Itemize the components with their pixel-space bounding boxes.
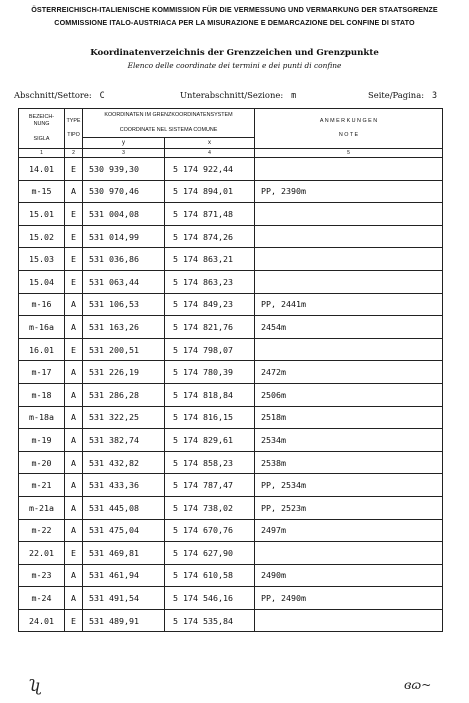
cell-sigla: 15.01	[19, 203, 65, 226]
cell-sigla: m-19	[19, 429, 65, 452]
cell-tipo: A	[65, 361, 83, 384]
cell-tipo: A	[65, 496, 83, 519]
cell-sigla: m-16a	[19, 316, 65, 339]
cell-note: 2497m	[255, 519, 443, 542]
cell-y: 531 014,99	[83, 225, 165, 248]
cell-tipo: E	[65, 609, 83, 632]
col-number-1: 1	[19, 149, 65, 158]
cell-tipo: A	[65, 474, 83, 497]
table-row	[19, 361, 443, 384]
cell-tipo: A	[65, 293, 83, 316]
abschnitt-label: Abschnitt/Settore:	[14, 90, 92, 100]
cell-note	[255, 338, 443, 361]
document-title-de: Koordinatenverzeichnis der Grenzzeichen und Grenzpunkte	[90, 48, 379, 58]
cell-y: 531 036,86	[83, 248, 165, 271]
cell-sigla: m-15	[19, 180, 65, 203]
cell-x: 5 174 863,21	[165, 248, 255, 271]
table-row	[19, 383, 443, 406]
cell-note: 2538m	[255, 451, 443, 474]
cell-y: 531 489,91	[83, 609, 165, 632]
cell-note	[255, 542, 443, 565]
cell-sigla: 14.01	[19, 158, 65, 181]
cell-y: 531 382,74	[83, 429, 165, 452]
cell-x: 5 174 874,26	[165, 225, 255, 248]
table-row	[19, 270, 443, 293]
cell-x: 5 174 818,84	[165, 383, 255, 406]
cell-sigla: m-20	[19, 451, 65, 474]
signature-left: ʯ	[28, 676, 41, 695]
cell-sigla: m-22	[19, 519, 65, 542]
cell-x: 5 174 849,23	[165, 293, 255, 316]
cell-tipo: E	[65, 270, 83, 293]
cell-note: PP, 2534m	[255, 474, 443, 497]
cell-y: 531 491,54	[83, 587, 165, 610]
cell-note	[255, 270, 443, 293]
table-row	[19, 203, 443, 226]
cell-note	[255, 248, 443, 271]
cell-x: 5 174 798,07	[165, 338, 255, 361]
cell-sigla: m-23	[19, 564, 65, 587]
cell-x: 5 174 894,01	[165, 180, 255, 203]
cell-x: 5 174 922,44	[165, 158, 255, 181]
cell-sigla: 16.01	[19, 338, 65, 361]
seite-field	[368, 90, 437, 100]
unterabschnitt-value: m	[291, 90, 297, 100]
cell-x: 5 174 787,47	[165, 474, 255, 497]
table-row	[19, 519, 443, 542]
cell-x: 5 174 816,15	[165, 406, 255, 429]
cell-y: 531 163,26	[83, 316, 165, 339]
unterabschnitt-label: Unterabschnitt/Sezione:	[180, 90, 284, 100]
cell-x: 5 174 627,90	[165, 542, 255, 565]
cell-note	[255, 158, 443, 181]
cell-sigla: m-18a	[19, 406, 65, 429]
cell-y: 531 461,94	[83, 564, 165, 587]
seite-value: 3	[432, 90, 438, 100]
col-header-sigla: BEZEICH- NUNG SIGLA	[19, 109, 65, 149]
cell-x: 5 174 738,02	[165, 496, 255, 519]
cell-y: 531 286,28	[83, 383, 165, 406]
col-header-y: y	[83, 138, 165, 149]
cell-sigla: 15.02	[19, 225, 65, 248]
unterabschnitt-field	[180, 90, 296, 100]
cell-tipo: E	[65, 338, 83, 361]
table-row	[19, 587, 443, 610]
cell-note: 2534m	[255, 429, 443, 452]
cell-note	[255, 609, 443, 632]
seite-label: Seite/Pagina:	[368, 90, 425, 100]
cell-sigla: 24.01	[19, 609, 65, 632]
cell-note: PP, 2490m	[255, 587, 443, 610]
cell-y: 531 226,19	[83, 361, 165, 384]
cell-x: 5 174 858,23	[165, 451, 255, 474]
cell-sigla: m-17	[19, 361, 65, 384]
col-number-5: 5	[255, 149, 443, 158]
cell-note: 2454m	[255, 316, 443, 339]
cell-sigla: m-21a	[19, 496, 65, 519]
cell-tipo: A	[65, 383, 83, 406]
commission-title-de: ÖSTERREICHISCH-ITALIENISCHE KOMMISSION FÜR DIE VERMESSUNG UND VERMARKUNG DER STAATSGRENZE	[31, 5, 438, 14]
table-row	[19, 316, 443, 339]
cell-note	[255, 225, 443, 248]
cell-y: 531 469,81	[83, 542, 165, 565]
cell-y: 530 939,30	[83, 158, 165, 181]
cell-note: 2490m	[255, 564, 443, 587]
cell-tipo: E	[65, 542, 83, 565]
cell-tipo: E	[65, 203, 83, 226]
table-row	[19, 564, 443, 587]
cell-note: PP, 2390m	[255, 180, 443, 203]
cell-note: 2506m	[255, 383, 443, 406]
table-row	[19, 338, 443, 361]
cell-x: 5 174 610,58	[165, 564, 255, 587]
cell-y: 531 200,51	[83, 338, 165, 361]
commission-title-it: COMMISSIONE ITALO-AUSTRIACA PER LA MISURAZIONE E DEMARCAZIONE DEL CONFINE DI STATO	[54, 18, 415, 27]
table-row	[19, 542, 443, 565]
cell-y: 531 322,25	[83, 406, 165, 429]
cell-x: 5 174 535,84	[165, 609, 255, 632]
cell-note: PP, 2523m	[255, 496, 443, 519]
cell-y: 530 970,46	[83, 180, 165, 203]
col-number-2: 2	[65, 149, 83, 158]
cell-x: 5 174 670,76	[165, 519, 255, 542]
cell-x: 5 174 871,48	[165, 203, 255, 226]
coordinates-table	[18, 108, 443, 632]
table-row	[19, 406, 443, 429]
cell-sigla: m-16	[19, 293, 65, 316]
cell-tipo: A	[65, 587, 83, 610]
cell-y: 531 106,53	[83, 293, 165, 316]
cell-sigla: 15.04	[19, 270, 65, 293]
cell-x: 5 174 821,76	[165, 316, 255, 339]
cell-x: 5 174 780,39	[165, 361, 255, 384]
table-row	[19, 451, 443, 474]
col-header-x: x	[165, 138, 255, 149]
cell-y: 531 063,44	[83, 270, 165, 293]
cell-x: 5 174 546,16	[165, 587, 255, 610]
table-row	[19, 180, 443, 203]
cell-tipo: E	[65, 225, 83, 248]
cell-sigla: m-21	[19, 474, 65, 497]
cell-tipo: A	[65, 316, 83, 339]
cell-note: 2472m	[255, 361, 443, 384]
cell-note: 2518m	[255, 406, 443, 429]
abschnitt-field	[14, 90, 105, 100]
cell-y: 531 475,04	[83, 519, 165, 542]
cell-tipo: A	[65, 406, 83, 429]
cell-tipo: A	[65, 519, 83, 542]
table-row	[19, 225, 443, 248]
table-row	[19, 474, 443, 497]
col-number-4: 4	[165, 149, 255, 158]
abschnitt-value: C	[99, 90, 105, 100]
cell-note: PP, 2441m	[255, 293, 443, 316]
cell-sigla: 22.01	[19, 542, 65, 565]
cell-tipo: E	[65, 158, 83, 181]
cell-y: 531 432,82	[83, 451, 165, 474]
table-row	[19, 158, 443, 181]
cell-y: 531 433,36	[83, 474, 165, 497]
cell-tipo: A	[65, 180, 83, 203]
cell-x: 5 174 829,61	[165, 429, 255, 452]
cell-tipo: A	[65, 564, 83, 587]
cell-tipo: E	[65, 248, 83, 271]
cell-sigla: m-18	[19, 383, 65, 406]
col-number-3: 3	[83, 149, 165, 158]
cell-sigla: m-24	[19, 587, 65, 610]
table-row	[19, 429, 443, 452]
cell-x: 5 174 863,23	[165, 270, 255, 293]
cell-note	[255, 203, 443, 226]
cell-tipo: A	[65, 451, 83, 474]
col-header-tipo: TYPE TIPO	[65, 109, 83, 149]
table-row	[19, 248, 443, 271]
table-row	[19, 293, 443, 316]
cell-sigla: 15.03	[19, 248, 65, 271]
col-header-note: A N M E R K U N G E N N O T E	[255, 109, 443, 149]
table-row	[19, 609, 443, 632]
col-header-coordinates: KOORDINATEN IM GRENZKOORDINATENSYSTEM COORDINATE NEL SISTEMA COMUNE	[83, 109, 255, 138]
cell-tipo: A	[65, 429, 83, 452]
document-title-it: Elenco delle coordinate dei termini e dei punti di confine	[127, 61, 342, 70]
cell-y: 531 445,08	[83, 496, 165, 519]
table-row	[19, 496, 443, 519]
signature-right: ɞɷ~	[404, 678, 432, 692]
cell-y: 531 004,08	[83, 203, 165, 226]
